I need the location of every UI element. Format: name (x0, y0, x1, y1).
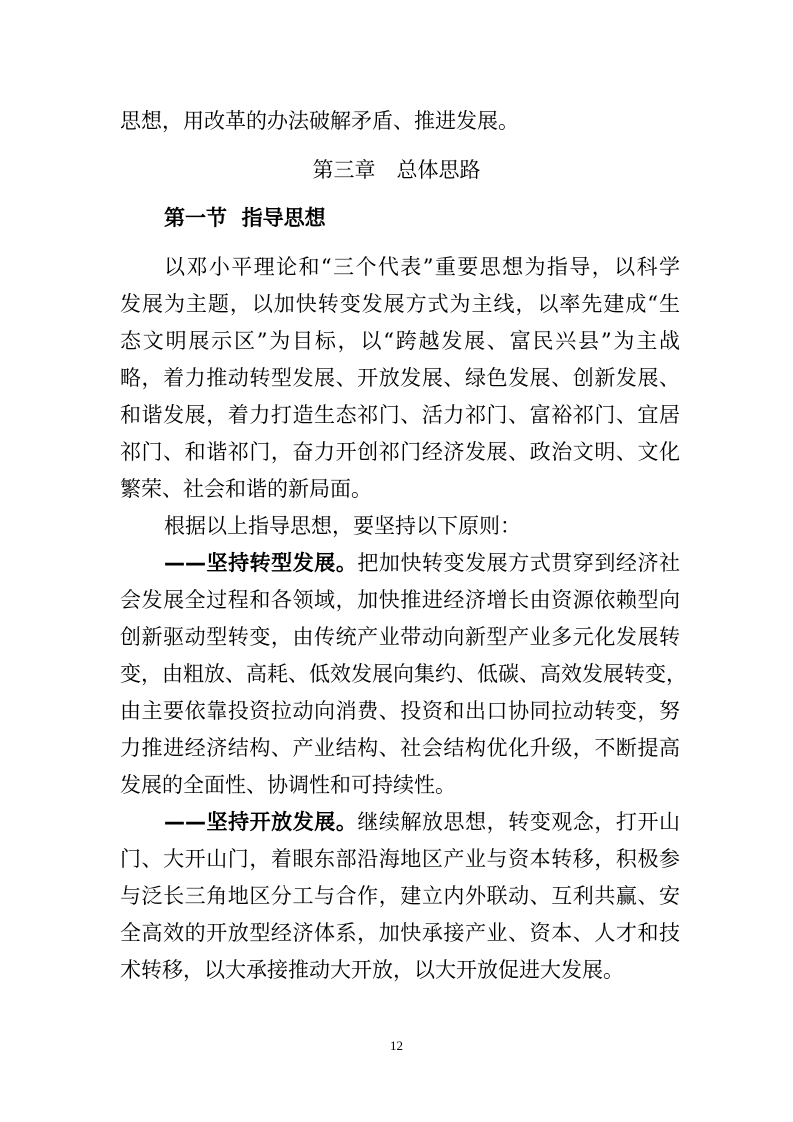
paragraph-line: 与泛长三角地区分工与合作，建立内外联动、互利共赢、安 (120, 884, 680, 908)
principle-2-heading: ——坚持开放发展。 (164, 810, 358, 834)
paragraph-line: 以邓小平理论和“三个代表”重要思想为指导，以科学 (164, 255, 680, 279)
paragraph-line: 术转移，以大承接推动大开放，以大开放促进大发展。 (120, 958, 624, 982)
paragraph-line: 创新驱动型转变，由传统产业带动向新型产业多元化发展转 (120, 625, 680, 649)
paragraph-line: 略，着力推动转型发展、开放发展、绿色发展、创新发展、 (120, 366, 680, 390)
paragraph-line: 全高效的开放型经济体系，加快承接产业、资本、人才和技 (120, 921, 680, 945)
paragraph-line: 会发展全过程和各领域，加快推进经济增长由资源依赖型向 (120, 588, 680, 612)
paragraph-line: 力推进经济结构、产业结构、社会结构优化升级，不断提高 (120, 736, 680, 760)
paragraph-line: 发展的全面性、协调性和可持续性。 (120, 773, 456, 797)
principles-intro: 根据以上指导思想，要坚持以下原则： (164, 514, 521, 538)
paragraph-line: 和谐发展，着力打造生态祁门、活力祁门、富裕祁门、宜居 (120, 403, 680, 427)
principle-1-heading: ——坚持转型发展。 (164, 551, 358, 575)
paragraph-line: 态文明展示区”为目标，以“跨越发展、富民兴县”为主战 (120, 329, 680, 353)
principle-1-first-line (164, 549, 680, 577)
paragraph-line: 由主要依靠投资拉动向消费、投资和出口协同拉动转变，努 (120, 699, 680, 723)
principle-2-text: 继续解放思想，转变观念，打开山 (357, 810, 681, 834)
paragraph-line: 门、大开山门，着眼东部沿海地区产业与资本转移，积极参 (120, 847, 680, 871)
chapter-title: 第三章 总体思路 (312, 158, 481, 182)
paragraph-line: 祁门、和谐祁门，奋力开创祁门经济发展、政治文明、文化 (120, 440, 680, 464)
principle-1-text: 把加快转变发展方式贯穿到经济社 (357, 551, 681, 575)
continuation-text: 思想，用改革的办法破解矛盾、推进发展。 (120, 109, 519, 133)
section-title: 第一节 指导思想 (164, 206, 326, 230)
paragraph-line: 繁荣、社会和谐的新局面。 (120, 477, 372, 501)
principle-2-first-line (164, 808, 680, 836)
paragraph-line: 变，由粗放、高耗、低效发展向集约、低碳、高效发展转变， (120, 662, 687, 686)
page-number: 12 (390, 1038, 403, 1053)
paragraph-line: 发展为主题，以加快转变发展方式为主线，以率先建成“生 (120, 292, 680, 316)
